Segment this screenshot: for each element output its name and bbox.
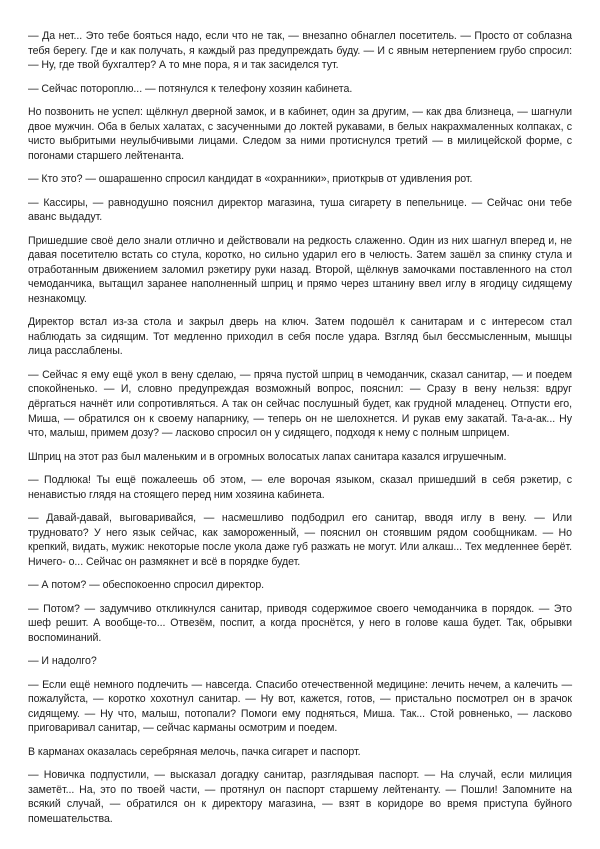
paragraph: — Сейчас я ему ещё укол в вену сделаю, — пряча пустой шприц в чемоданчик, сказал санитар, — и поедем спокойненько. — И, словно предупреждая возможный вопрос, пояснил: — Сразу в вену нельзя: вдруг дёргаться начнёт или сопротивляться. А так он сейчас послушный будет, как грудной младенец. Отпусти его, Миша, — обратился он к своему напарнику, — теперь он не шелохнется. И рукав ему закатай. Та-а-ак... Ну что, малыш, примем дозу? — ласково спросил он у сидящего, подходя к нему с полным шприцем. — [28, 368, 572, 440]
document-page — [28, 29, 572, 826]
paragraph: — Если ещё немного подлечить — навсегда. Спасибо отечественной медицине: лечить нечем, а калечить — пожалуйста, — коротко хохотнул санитар. — Ну вот, кажется, готов, — пристально посмотрел он в зрачок сидящему. — Ну что, малыш, потопали? Помоги ему подняться, Миша. Так... Стой ровненько, — ласково приговаривал санитар, — сейчас карманы осмотрим и поедем. — [28, 678, 572, 735]
paragraph: В карманах оказалась серебряная мелочь, пачка сигарет и паспорт. — [28, 745, 361, 758]
paragraph: — А потом? — обеспокоенно спросил директор. — [28, 579, 265, 592]
paragraph: — Подлюка! Ты ещё пожалеешь об этом, — еле ворочая языком, сказал пришедший в себя рэкетир, с ненавистью глядя на стоящего перед ним хозяина кабинета. — [28, 474, 572, 501]
paragraph: — Новичка подпустили, — высказал догадку санитар, разглядывая паспорт. — На случай, если милиция заметёт... На, это по твоей части, — протянул он паспорт старшему лейтенанту. — Пошли! Запомните на всякий случай, — обратился он к директору магазина, — взят в коридоре во время приступа буйного помешательства. — [28, 769, 572, 825]
paragraph: Но позвонить не успел: щёлкнул дверной замок, и в кабинет, один за другим, — как два близнеца, — шагнули двое мужчин. Оба в белых халатах, с засученными до локтей рукавами, в белых накрахмаленных колпаках, с чисто выбритыми неулыбчивыми лицами. Следом за ними протиснулся третий — в милицейской форме, с погонами старшего лейтенанта. — [28, 105, 572, 162]
paragraph: — Кто это? — ошарашенно спросил кандидат в «охранники», приоткрыв от удивления рот. — [28, 173, 473, 186]
paragraph: — Сейчас потороплю... — потянулся к телефону хозяин кабинета. — [28, 82, 353, 95]
paragraph: Пришедшие своё дело знали отлично и действовали на редкость слаженно. Один из них шагнул вперед и, не давая посетителю встать со стула, коротко, но сильно ударил его в челюсть. Затем зашёл за спинку стула и отработанным движением заломил рэкетиру руки назад. Второй, щёлкнув замочками поставленного на стол чемоданчика, вытащил заранее наполненный шприц и прямо через штанину ввел иглу в ягодицу сидящему незнакомцу. — [28, 234, 572, 305]
paragraph: Директор встал из-за стола и закрыл дверь на ключ. Затем подошёл к санитарам и с интересом стал наблюдать за сидящим. Тот медленно приходил в себя после удара. Взгляд был бессмысленным, мышцы лица расслаблены. — [28, 316, 572, 358]
paragraph: — Да нет... Это тебе бояться надо, если что не так, — внезапно обнаглел посетитель. — Просто от соблазна тебя берегу. Где и как получать, я каждый раз предупреждать буду. — И с явным нетерпением грубо спросил: — Ну, где твой бухгалтер? А то мне пора, я и так засиделся тут. — [28, 30, 572, 72]
paragraph: — И надолго? — [28, 655, 97, 668]
paragraph: — Кассиры, — равнодушно пояснил директор магазина, туша сигарету в пепельнице. — Сейчас они тебе аванс выдадут. — [28, 196, 572, 224]
paragraph: — Потом? — задумчиво откликнулся санитар, приводя содержимое своего чемоданчика в порядок. — Это шеф решит. А вообще-то... Отвезём, поспит, а когда проснётся, у него в голове каша будет. Так, обрывки воспоминаний. — [28, 602, 572, 644]
paragraph: — Давай-давай, выговаривайся, — насмешливо подбодрил его санитар, вводя иглу в вену. — Или трудновато? У него язык сейчас, как замороженный, — пояснил он стоявшим рядом сообщникам. — Но крепкий, видать, мужик: некоторые после укола даже губ разжать не могут. Или алкаш... Тех медленнее берёт. Ничего- о... Сейчас он размякнет и всё в порядке будет. — [28, 512, 572, 568]
paragraph: Шприц на этот раз был маленьким и в огромных волосатых лапах санитара казался игрушечным. — [28, 450, 507, 463]
